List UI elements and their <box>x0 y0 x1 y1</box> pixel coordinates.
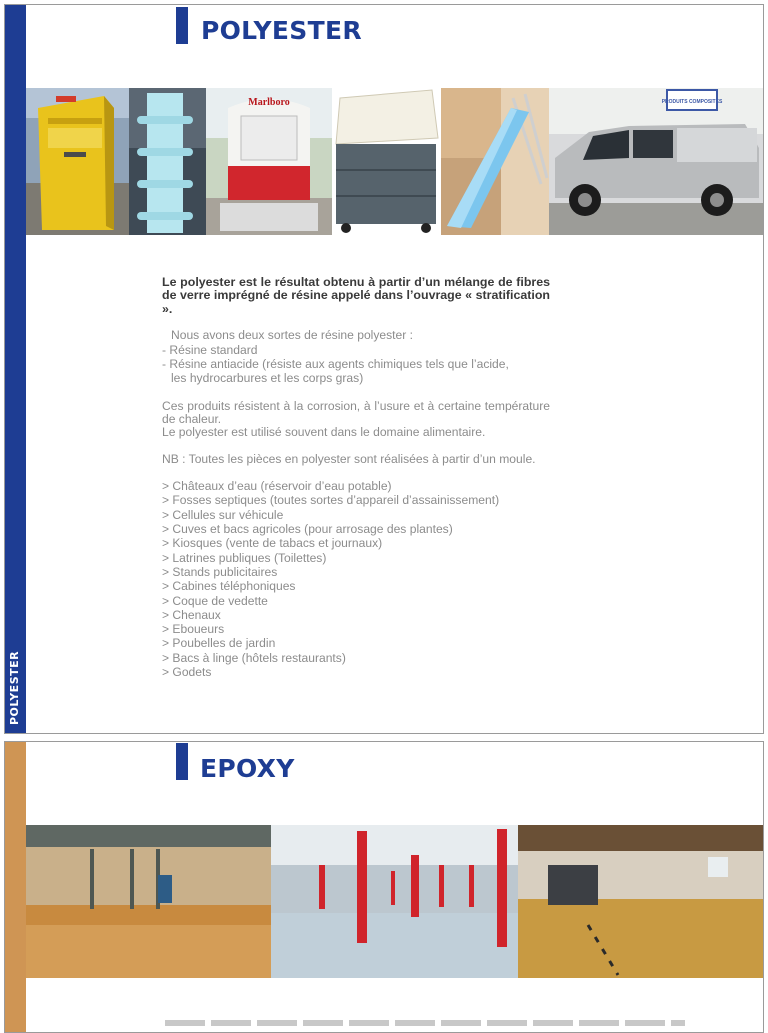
epoxy-text-cut-off <box>165 1020 685 1026</box>
resin-intro: Nous avons deux sortes de résine polyester : <box>171 328 414 343</box>
polyester-description <box>162 276 550 679</box>
photo-epoxy-floor-workshop <box>518 825 763 978</box>
product-item: > Godets <box>162 665 212 679</box>
photo-pickup-truck <box>549 88 763 235</box>
product-item: > Cabines téléphoniques <box>162 579 296 594</box>
resin-item: - Résine antiacide (résiste aux agents chimiques tels que l’acide, <box>162 356 509 371</box>
resin-item-continued: les hydrocarbures et les corps gras) <box>171 371 364 386</box>
resin-item: - Résine standard <box>162 342 258 357</box>
product-item: > Fosses septiques (toutes sortes d’appareil d’assainissement) <box>162 493 500 508</box>
product-item: > Poubelles de jardin <box>162 636 276 651</box>
kiosk-sign-text: Marlboro <box>248 97 290 108</box>
photo-yellow-cabinet <box>26 88 129 235</box>
product-item: > Latrines publiques (Toilettes) <box>162 550 327 565</box>
epoxy-title-marker <box>176 743 188 780</box>
polyester-intro: Le polyester est le résultat obtenu à partir d’un mélange de fibres de verre imprégné de résine appelé dans l’ouvrage « stratification ». <box>162 275 550 316</box>
product-item: > Stands publicitaires <box>162 564 278 579</box>
photo-epoxy-floor-columns <box>271 825 518 978</box>
photo-marlboro-kiosk <box>206 88 332 235</box>
photo-epoxy-floor-warehouse <box>26 825 271 978</box>
truck-sign-text: PRODUITS COMPOSITES <box>661 99 723 105</box>
epoxy-photo-strip <box>26 825 763 978</box>
polyester-side-bar <box>5 5 26 733</box>
polyester-title-marker <box>176 7 188 44</box>
polyester-page <box>4 4 764 734</box>
photo-blue-shelving <box>129 88 206 235</box>
epoxy-page <box>4 741 764 1033</box>
photo-grey-container <box>332 88 441 235</box>
nb-text: NB : Toutes les pièces en polyester sont réalisées à partir d’un moule. <box>162 451 536 466</box>
product-list <box>162 479 550 679</box>
product-item: > Kiosques (vente de tabacs et journaux) <box>162 536 383 551</box>
product-item: > Coque de vedette <box>162 593 268 608</box>
polyester-side-label: POLYESTER <box>8 650 21 725</box>
polyester-photo-strip <box>26 88 763 235</box>
product-item: > Bacs à linge (hôtels restaurants) <box>162 650 346 665</box>
resistance-text: Ces produits résistent à la corrosion, à l’usure et à certaine température de chaleur. <box>162 398 550 426</box>
photo-blue-slide <box>441 88 549 235</box>
product-item: > Chenaux <box>162 607 221 622</box>
product-item: > Cuves et bacs agricoles (pour arrosage des plantes) <box>162 522 453 537</box>
usage-text: Le polyester est utilisé souvent dans le domaine alimentaire. <box>162 425 486 440</box>
resin-list <box>162 343 550 386</box>
product-item: > Cellules sur véhicule <box>162 507 284 522</box>
product-item: > Châteaux d’eau (réservoir d’eau potable) <box>162 479 392 494</box>
polyester-title: POLYESTER <box>201 16 362 45</box>
epoxy-side-bar <box>5 742 26 1032</box>
product-item: > Eboueurs <box>162 622 225 637</box>
epoxy-title: EPOXY <box>200 754 295 783</box>
